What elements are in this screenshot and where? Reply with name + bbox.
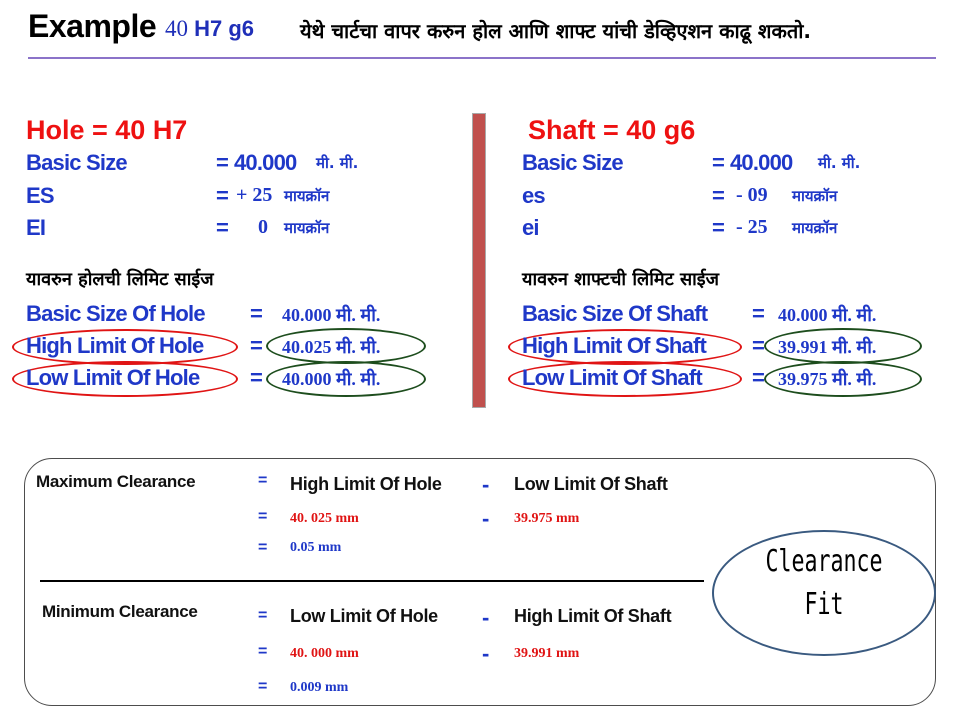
min-clearance-eq-1: = [258,607,268,624]
hole-ei-label: EI [26,215,46,240]
max-val-hole: 40. 025 mm [290,511,359,526]
max-clearance-label: Maximum Clearance [36,472,196,491]
shaft-es-eq: = [712,183,725,208]
hole-high-limit-eq: = [250,333,263,358]
max-minus-2: - [482,506,490,531]
min-val-shaft: 39.991 mm [514,646,580,661]
hole-high-limit-value: 40.025 मी. मी. [282,337,381,357]
hole-ei-eq: = [216,215,229,240]
shaft-low-limit-label: Low Limit Of Shaft [522,365,702,390]
shaft-low-limit-value: 39.975 मी. मी. [778,369,877,389]
hole-limit-subheading: यावरुन होलची लिमिट साईज [26,269,214,290]
shaft-ei-eq: = [712,215,725,240]
min-clearance-result: 0.009 mm [290,680,349,695]
shaft-basic-limit-label: Basic Size Of Shaft [522,301,708,326]
shaft-ei-value: - 25 [736,216,768,238]
max-clearance-eq-1: = [258,472,268,489]
max-clearance-eq-2: = [258,508,268,525]
hole-low-limit-label: Low Limit Of Hole [26,365,200,390]
shaft-basic-size-value: 40.000 [730,150,793,175]
max-term-high-hole: High Limit Of Hole [290,474,442,494]
min-val-hole: 40. 000 mm [290,646,359,661]
hole-ei-unit: मायक्रॉन [284,219,330,237]
fit-basic-number: 40 [165,16,188,41]
example-title: Example [28,8,157,44]
min-minus-2: - [482,641,490,666]
hole-ei-value: 0 [258,216,268,238]
min-term-low-hole: Low Limit Of Hole [290,606,438,626]
hole-basic-limit-value: 40.000 मी. मी. [282,305,381,325]
clearance-separator [40,580,704,582]
max-val-shaft: 39.975 mm [514,511,580,526]
header-rule [28,57,936,59]
shaft-basic-limit-value: 40.000 मी. मी. [778,305,877,325]
min-clearance-eq-3: = [258,678,268,695]
hole-high-limit-label: High Limit Of Hole [26,333,204,358]
shaft-high-limit-eq: = [752,333,765,358]
hole-es-value: + 25 [236,184,273,206]
shaft-basic-size-unit: मी. मी. [818,154,861,172]
shaft-ei-unit: मायक्रॉन [792,219,838,237]
shaft-ei-label: ei [522,215,539,240]
hole-basic-limit-eq: = [250,301,263,326]
fit-grade: H7 g6 [188,16,255,41]
marathi-title: येथे चार्टचा वापर करुन होल आणि शाफ्ट यांची डेव्हिएशन काढू शकतो. [300,19,812,43]
hole-es-unit: मायक्रॉन [284,187,330,205]
shaft-basic-size-label: Basic Size [522,150,623,175]
hole-heading: Hole = 40 H7 [26,115,188,145]
fit-designation [165,16,254,42]
max-term-low-shaft: Low Limit Of Shaft [514,474,668,494]
shaft-low-limit-eq: = [752,365,765,390]
max-clearance-result: 0.05 mm [290,540,342,555]
column-divider [472,113,486,408]
hole-es-label: ES [26,183,54,208]
min-clearance-label: Minimum Clearance [42,602,198,621]
shaft-heading: Shaft = 40 g6 [528,115,696,145]
shaft-es-label: es [522,183,545,208]
clearance-fit-line2: Fit [804,587,844,622]
shaft-limit-subheading: यावरुन शाफ्टची लिमिट साईज [522,269,719,290]
shaft-basic-size-eq: = [712,150,725,175]
hole-basic-limit-label: Basic Size Of Hole [26,301,205,326]
shaft-high-limit-value: 39.991 मी. मी. [778,337,877,357]
hole-low-limit-eq: = [250,365,263,390]
max-clearance-eq-3: = [258,539,268,556]
shaft-basic-limit-eq: = [752,301,765,326]
shaft-high-limit-label: High Limit Of Shaft [522,333,707,358]
min-minus-1: - [482,605,490,630]
hole-basic-size-label: Basic Size [26,150,127,175]
shaft-es-value: - 09 [736,184,768,206]
shaft-es-unit: मायक्रॉन [792,187,838,205]
hole-basic-size-value: 40.000 [234,150,297,175]
hole-low-limit-value: 40.000 मी. मी. [282,369,381,389]
clearance-fit-line1: Clearance [765,544,883,579]
hole-basic-size-unit: मी. मी. [316,154,359,172]
min-term-high-shaft: High Limit Of Shaft [514,606,672,626]
min-clearance-eq-2: = [258,643,268,660]
hole-basic-size-eq: = [216,150,229,175]
max-minus-1: - [482,472,490,497]
hole-es-eq: = [216,183,229,208]
